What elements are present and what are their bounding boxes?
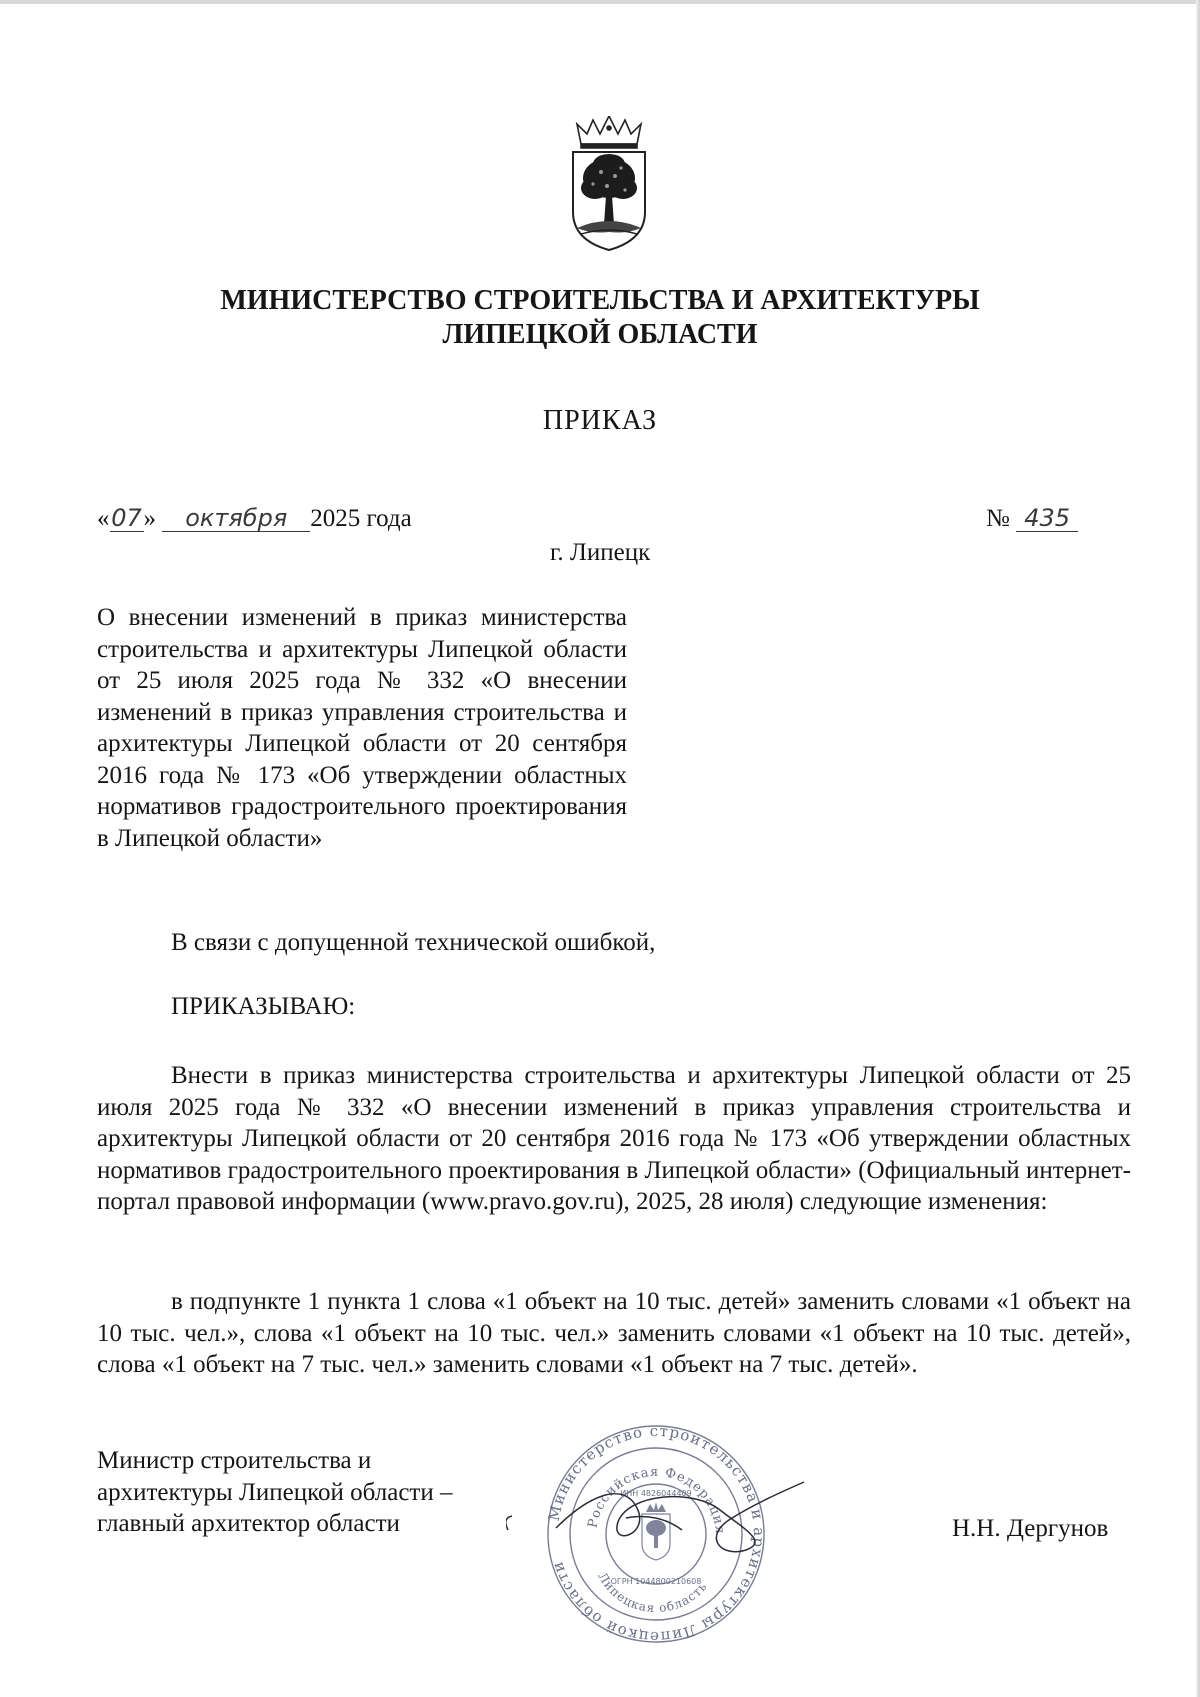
- ministry-title-line1: МИНИСТЕРСТВО СТРОИТЕЛЬСТВА И АРХИТЕКТУРЫ: [220, 285, 980, 316]
- number-sign: №: [986, 505, 1010, 532]
- city: г. Липецк: [550, 539, 651, 566]
- main-paragraph: Внести в приказ министерства строительства и архитектуры Липецкой области от 25 июля 2025 года № 332 «О внесении изменений в приказ управления строительства и архитектуры Липецкой области от 20 сентября 2016 года № 173 «Об утверждении областных нормативов градостроительного проектирования в Липецкой области» (Официальный интернет-портал правовой информации (www.pravo.gov.ru), 2025, 28 июля) следующие изменения:: [97, 1062, 1131, 1215]
- signer-title-line2: архитектуры Липецкой области –: [97, 1478, 453, 1506]
- order-subject: О внесении изменений в приказ министерства строительства и архитектуры Липецкой области от 25 июля 2025 года № 332 «О внесении изменений в приказ управления строительства и архитектуры Липецкой области от 20 сентября 2016 года № 173 «Об утверждении областных нормативов градостроительного проектирования в Липецкой области»: [97, 604, 627, 852]
- scan-edge-top: [0, 0, 1200, 4]
- official-seal-icon: [506, 1418, 806, 1650]
- seal-inner-bottom-text: Липецкая область: [595, 1569, 710, 1616]
- date-year: 2025 года: [310, 505, 412, 532]
- order-number: [986, 503, 1078, 535]
- order-date: [97, 503, 412, 535]
- number-value: 435: [1016, 505, 1078, 532]
- seal-ogrn: ОГРН 1044800210608: [610, 1577, 702, 1586]
- date-close-quote: »: [143, 505, 156, 532]
- date-day: 07: [111, 504, 142, 532]
- signer-title-line1: Министр строительства и: [97, 1447, 372, 1474]
- signer-title-line3: главный архитектор области: [97, 1510, 400, 1537]
- date-open-quote: «: [97, 505, 110, 532]
- ministry-title: [0, 284, 1200, 352]
- coat-of-arms-icon: [567, 116, 651, 252]
- document-type: ПРИКАЗ: [542, 405, 658, 436]
- order-word: ПРИКАЗЫВАЮ:: [171, 993, 356, 1020]
- ministry-title-line2: ЛИПЕЦКОЙ ОБЛАСТИ: [442, 319, 758, 350]
- signer-name: Н.Н. Дергунов: [952, 1515, 1109, 1542]
- date-month: октября: [162, 505, 310, 532]
- signer-title: [97, 1445, 537, 1540]
- change-paragraph: в подпункте 1 пункта 1 слова «1 объект на 10 тыс. детей» заменить словами «1 объект на 10 тыс. чел.», слова «1 объект на 10 тыс. чел.» заменить словами «1 объект на 10 тыс. детей», слова «1 объект на 7 тыс. чел.» заменить словами «1 объект на 7 тыс. детей».: [97, 1288, 1131, 1378]
- seal-inner-top-text: Российская Федерация: [585, 1464, 728, 1536]
- seal-outer-text: Министерство строительства и архитектуры Липецкой области: [544, 1421, 769, 1647]
- seal-inn: ИНН 4826044409: [620, 1489, 692, 1498]
- scan-edge-right: [1196, 0, 1200, 1697]
- reason-paragraph: В связи с допущенной технической ошибкой,: [171, 929, 656, 956]
